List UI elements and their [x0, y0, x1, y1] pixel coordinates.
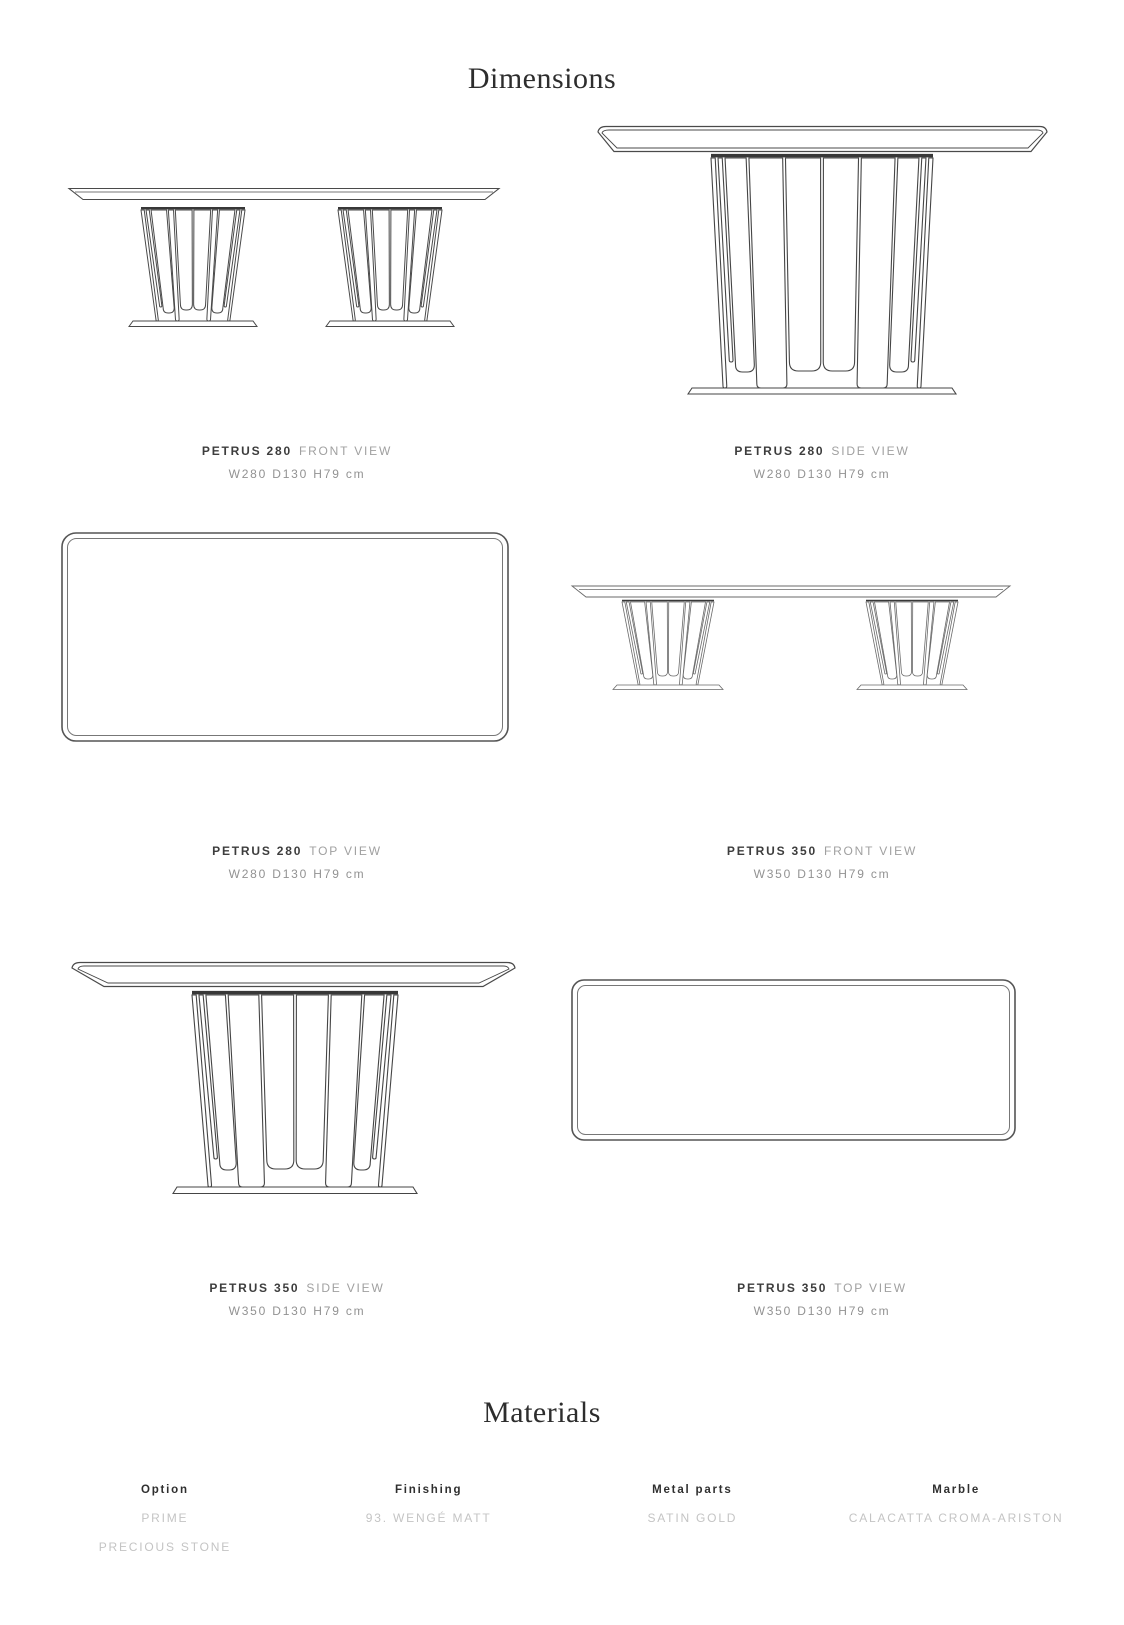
- figure-caption-petrus-350-side: [97, 1281, 497, 1318]
- pedestal: [173, 993, 417, 1194]
- figure-model: PETRUS 350: [726, 844, 817, 858]
- figure-title: [97, 444, 497, 458]
- materials-column-header: Option: [140, 1484, 189, 1496]
- figure-caption-petrus-350-front: [622, 844, 1022, 881]
- pedestal-left: [613, 601, 723, 690]
- material-finishing-value: 93. WENGÉ MATT: [365, 1511, 492, 1525]
- figure-dimensions: W280 D130 H79 cm: [753, 467, 891, 481]
- materials-column-header: Metal parts: [652, 1484, 733, 1496]
- figure-view: FRONT VIEW: [823, 844, 918, 858]
- figure-model: PETRUS 280: [734, 444, 825, 458]
- figure-caption-petrus-280-side: [622, 444, 1022, 481]
- tabletop: [72, 963, 515, 987]
- dimensions-section-title: Dimensions: [467, 62, 617, 95]
- materials-column-marble: [824, 1484, 1088, 1554]
- figure-model: PETRUS 350: [209, 1281, 300, 1295]
- drawing-petrus-280-top-view: [58, 529, 512, 745]
- figure-model: PETRUS 280: [201, 444, 292, 458]
- tabletop-outline: [572, 980, 1015, 1140]
- materials-section-title: Materials: [483, 1396, 601, 1429]
- figure-model: PETRUS 280: [212, 844, 303, 858]
- tabletop: [598, 127, 1047, 152]
- materials-column-option: [33, 1484, 297, 1554]
- figure-view: TOP VIEW: [309, 844, 382, 858]
- tabletop: [69, 189, 499, 200]
- material-metal-value: SATIN GOLD: [647, 1511, 738, 1525]
- drawing-petrus-280-front-view: [64, 186, 504, 331]
- tabletop: [572, 586, 1010, 597]
- materials-column-metal-parts: [561, 1484, 825, 1554]
- figure-model: PETRUS 350: [737, 1281, 828, 1295]
- figure-caption-petrus-350-top: [622, 1281, 1022, 1318]
- figure-title: [97, 844, 497, 858]
- figure-dimensions: W350 D130 H79 cm: [753, 867, 891, 881]
- material-option-value: PRIME: [141, 1511, 189, 1525]
- pedestal-left: [129, 208, 257, 326]
- figure-title: [622, 444, 1022, 458]
- pedestal: [688, 156, 956, 394]
- figure-view: SIDE VIEW: [306, 1281, 385, 1295]
- figure-title: [622, 1281, 1022, 1295]
- materials-column-finishing: [297, 1484, 561, 1554]
- drawing-petrus-280-side-view: [578, 120, 1050, 400]
- figure-view: FRONT VIEW: [298, 444, 393, 458]
- pedestal-right: [857, 601, 967, 690]
- tabletop-outline: [62, 533, 508, 741]
- figure-view: SIDE VIEW: [831, 444, 910, 458]
- figure-view: TOP VIEW: [834, 1281, 907, 1295]
- pedestal-right: [326, 208, 454, 326]
- materials-grid: [33, 1484, 1088, 1554]
- figure-caption-petrus-280-front: [97, 444, 497, 481]
- figure-dimensions: W350 D130 H79 cm: [228, 1304, 366, 1318]
- figure-caption-petrus-280-top: [97, 844, 497, 881]
- material-marble-value: CALACATTA CROMA-ARISTON: [848, 1511, 1064, 1525]
- figure-dimensions: W280 D130 H79 cm: [228, 467, 366, 481]
- figure-dimensions: W280 D130 H79 cm: [228, 867, 366, 881]
- materials-column-header: Finishing: [394, 1484, 463, 1496]
- materials-column-header: Marble: [932, 1484, 981, 1496]
- figure-title: [622, 844, 1022, 858]
- drawing-petrus-350-front-view: [566, 582, 1016, 696]
- drawing-petrus-350-top-view: [568, 976, 1019, 1144]
- figure-title: [97, 1281, 497, 1295]
- figure-dimensions: W350 D130 H79 cm: [753, 1304, 891, 1318]
- material-option-value: PRECIOUS STONE: [98, 1540, 232, 1554]
- drawing-petrus-350-side-view: [64, 956, 520, 1204]
